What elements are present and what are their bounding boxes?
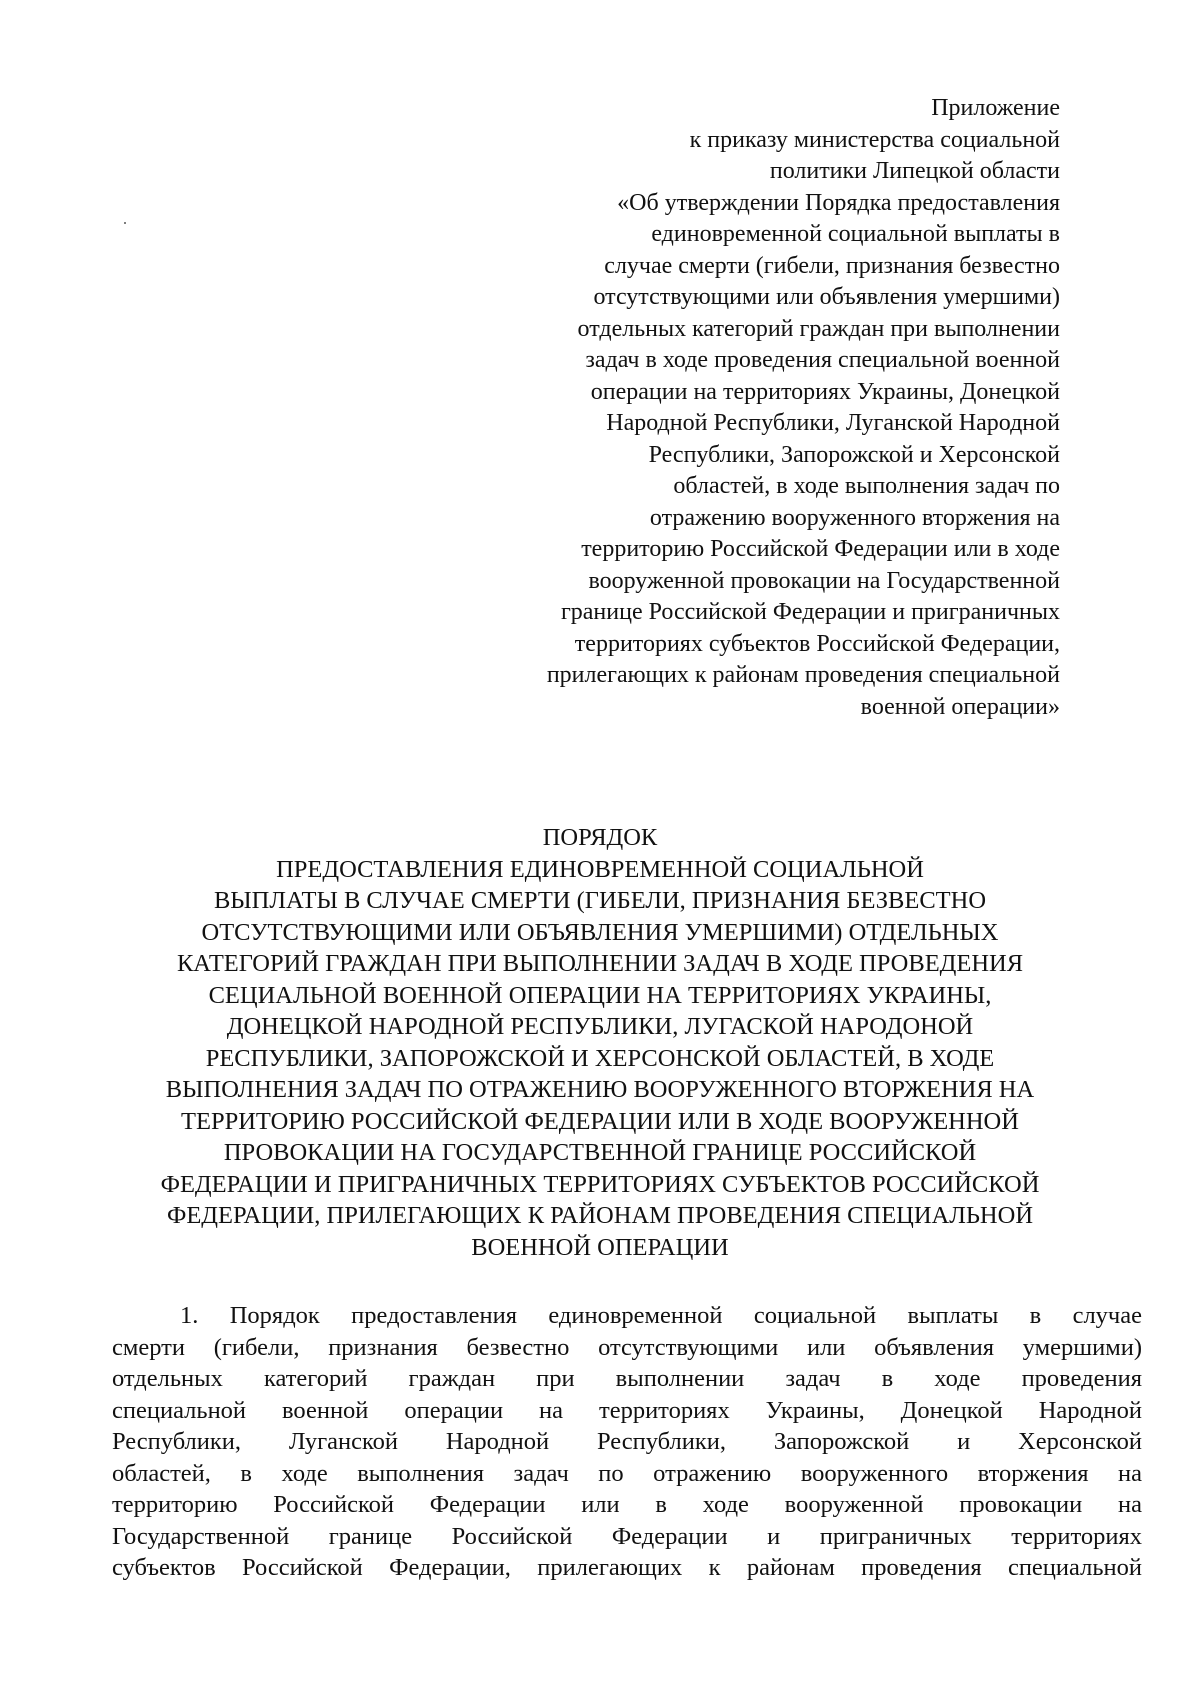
appendix-line: вооруженной провокации на Государственной: [588, 567, 1060, 594]
appendix-line: отсутствующими или объявления умершими): [593, 284, 1060, 310]
title-heading: ПОРЯДОК: [542, 824, 658, 851]
document-title: [100, 822, 1100, 1263]
appendix-line: отдельных категорий граждан при выполнении: [577, 315, 1060, 342]
body-line: территорию Российской Федерации или в ходе вооруженной провокации на: [112, 1491, 1142, 1518]
body-line: отдельных категорий граждан при выполнении задач в ходе проведения: [112, 1365, 1142, 1392]
title-line: ПРОВОКАЦИИ НА ГОСУДАРСТВЕННОЙ ГРАНИЦЕ РОССИЙСКОЙ: [223, 1139, 977, 1166]
appendix-line: областей, в ходе выполнения задач по: [673, 473, 1060, 499]
title-line: ОТСУТСТВУЮЩИМИ ИЛИ ОБЪЯВЛЕНИЯ УМЕРШИМИ) ОТДЕЛЬНЫХ: [201, 918, 999, 946]
title-line: КАТЕГОРИЙ ГРАЖДАН ПРИ ВЫПОЛНЕНИИ ЗАДАЧ В ХОДЕ ПРОВЕДЕНИЯ: [176, 950, 1024, 977]
appendix-line: территорию Российской Федерации или в ходе: [581, 536, 1060, 562]
appendix-header: [420, 93, 1060, 723]
appendix-line: прилегающих к районам проведения специальной: [546, 662, 1060, 688]
appendix-line: границе Российской Федерации и приграничных: [560, 599, 1060, 625]
title-line: ФЕДЕРАЦИИ И ПРИГРАНИЧНЫХ ТЕРРИТОРИЯХ СУБЪЕКТОВ РОССИЙСКОЙ: [160, 1170, 1040, 1198]
body-line: Государственной границе Российской Федерации и приграничных территориях: [112, 1522, 1142, 1550]
title-line: СЕЦИАЛЬНОЙ ВОЕННОЙ ОПЕРАЦИИ НА ТЕРРИТОРИЯХ УКРАИНЫ,: [208, 981, 992, 1009]
appendix-line: случае смерти (гибели, признания безвестно: [604, 252, 1060, 279]
appendix-line: операции на территориях Украины, Донецкой: [590, 378, 1060, 405]
body-line: субъектов Российской Федерации, прилегающих к районам проведения специальной: [112, 1554, 1142, 1581]
title-line: ТЕРРИТОРИЮ РОССИЙСКОЙ ФЕДЕРАЦИИ ИЛИ В ХОДЕ ВООРУЖЕННОЙ: [181, 1107, 1019, 1135]
body-line: Республики, Луганской Народной Республики, Запорожской и Херсонской: [112, 1428, 1142, 1455]
appendix-line: Народной Республики, Луганской Народной: [606, 410, 1060, 436]
appendix-line: отражению вооруженного вторжения на: [649, 504, 1060, 531]
title-line: ВЫПЛАТЫ В СЛУЧАЕ СМЕРТИ (ГИБЕЛИ, ПРИЗНАНИЯ БЕЗВЕСТНО: [213, 887, 987, 914]
body-paragraph-1: [112, 1300, 1142, 1584]
title-line: ДОНЕЦКОЙ НАРОДНОЙ РЕСПУБЛИКИ, ЛУГАСКОЙ НАРОДОНОЙ: [226, 1013, 974, 1040]
title-line: ВОЕННОЙ ОПЕРАЦИИ: [471, 1233, 729, 1261]
appendix-line: к приказу министерства социальной: [689, 126, 1060, 153]
appendix-line: Республики, Запорожской и Херсонской: [648, 441, 1060, 468]
title-line: ПРЕДОСТАВЛЕНИЯ ЕДИНОВРЕМЕННОЙ СОЦИАЛЬНОЙ: [276, 855, 924, 883]
body-line: смерти (гибели, признания безвестно отсутствующими или объявления умершими): [112, 1333, 1142, 1361]
appendix-line: единовременной социальной выплаты в: [651, 221, 1060, 247]
title-line: РЕСПУБЛИКИ, ЗАПОРОЖСКОЙ И ХЕРСОНСКОЙ ОБЛАСТЕЙ, В ХОДЕ: [205, 1044, 995, 1072]
title-line: ФЕДЕРАЦИИ, ПРИЛЕГАЮЩИХ К РАЙОНАМ ПРОВЕДЕНИЯ СПЕЦИАЛЬНОЙ: [166, 1202, 1034, 1229]
appendix-line: военной операции»: [860, 693, 1060, 720]
scan-speck: [124, 222, 126, 224]
body-line: областей, в ходе выполнения задач по отражению вооруженного вторжения на: [112, 1459, 1142, 1487]
appendix-line: Приложение: [931, 95, 1060, 121]
appendix-line: политики Липецкой области: [769, 158, 1060, 184]
title-line: ВЫПОЛНЕНИЯ ЗАДАЧ ПО ОТРАЖЕНИЮ ВООРУЖЕННОГО ВТОРЖЕНИЯ НА: [165, 1076, 1035, 1103]
appendix-line: «Об утверждении Порядка предоставления: [617, 189, 1060, 216]
body-line: 1. Порядок предоставления единовременной социальной выплаты в случае: [180, 1302, 1142, 1329]
appendix-line: задач в ходе проведения специальной военной: [585, 347, 1060, 373]
body-line: специальной военной операции на территориях Украины, Донецкой Народной: [112, 1396, 1142, 1424]
appendix-line: территориях субъектов Российской Федерации,: [574, 630, 1060, 657]
